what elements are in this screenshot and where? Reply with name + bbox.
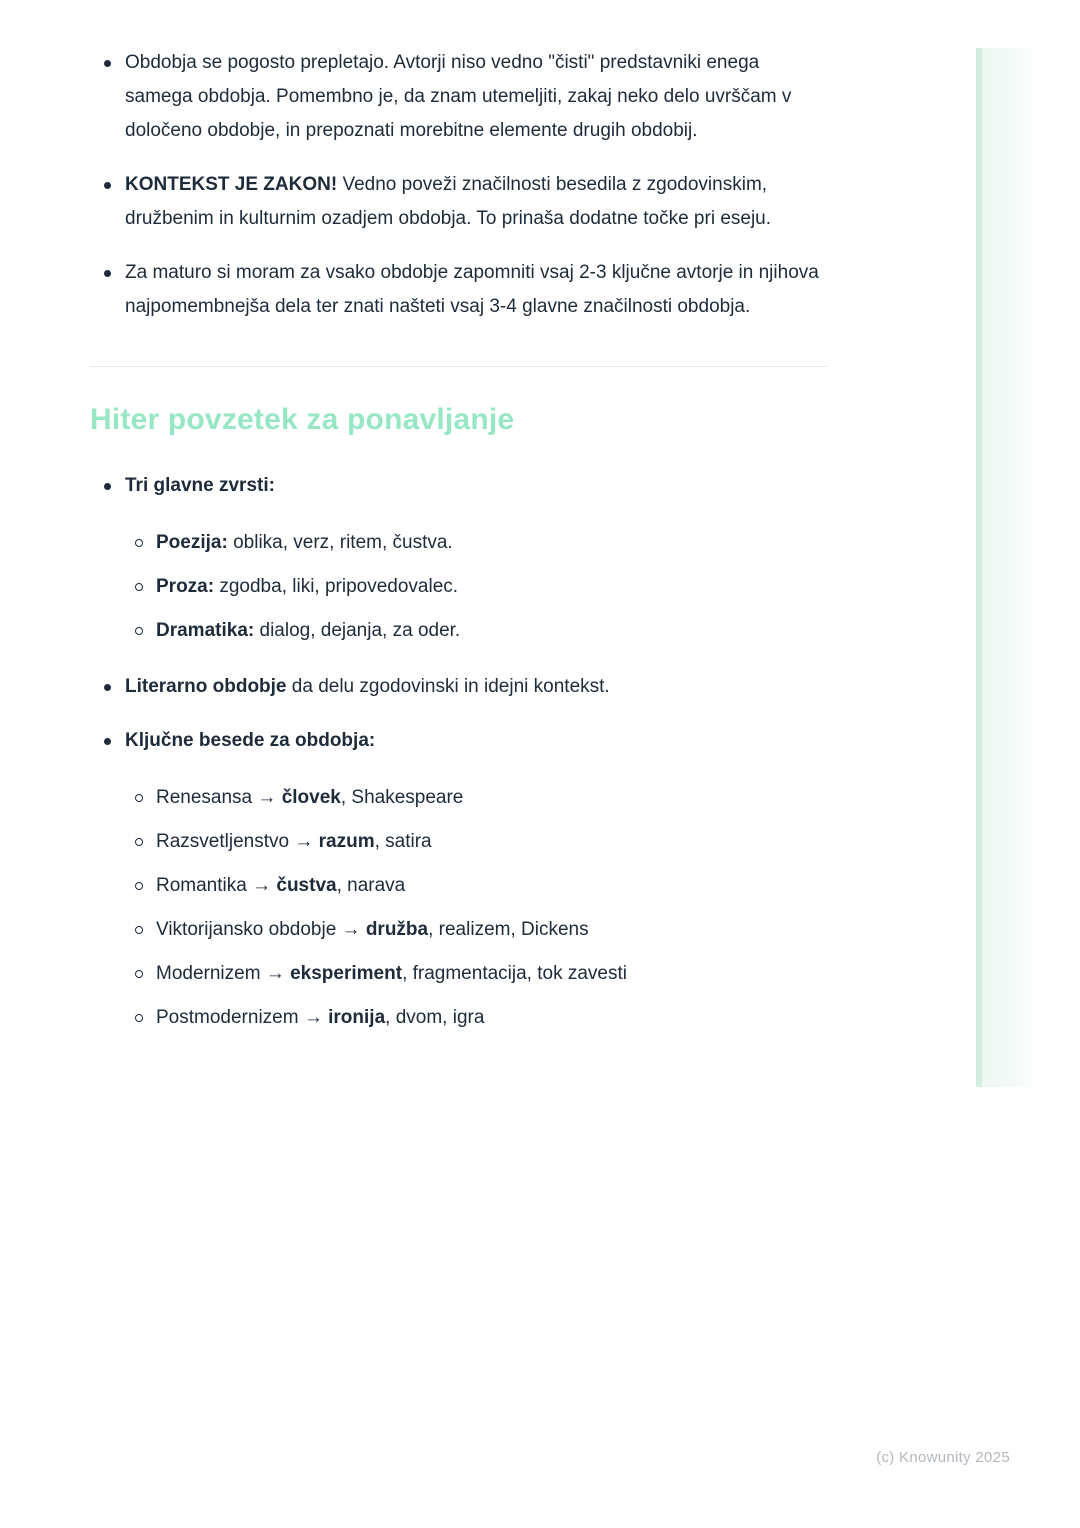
list-item-text: Dramatika: dialog, dejanja, za oder. — [156, 620, 461, 641]
list-item-text: KONTEKST JE ZAKON! Vedno poveži značilnosti besedila z zgodovinskim, družbenim in kulturnim ozadjem obdobja. To prinaša dodatne točke pri eseju. — [125, 174, 772, 229]
list-item-text: Razsvetljenstvo → razum, satira — [156, 831, 432, 852]
list-item — [90, 670, 828, 704]
list-item — [90, 614, 828, 648]
list-item — [90, 781, 828, 815]
list-item — [90, 46, 828, 148]
list-item-text: Poezija: oblika, verz, ritem, čustva. — [156, 532, 453, 553]
list-item-text: Za maturo si moram za vsako obdobje zapomniti vsaj 2-3 ključne avtorje in njihova najpomembnejša dela ter znati našteti vsaj 3-4 glavne značilnosti obdobja. — [125, 262, 819, 317]
section-heading: Hiter povzetek za ponavljanje — [90, 403, 515, 436]
sub-list — [90, 771, 828, 1035]
list-item-text: Obdobja se pogosto prepletajo. Avtorji niso vedno "čisti" predstavniki enega samega obdobja. Pomembno je, da znam utemeljiti, zakaj neko delo uvrščam v določeno obdobje, in prepoznati morebitne elemente drugih obdobij. — [125, 52, 792, 141]
document-content — [90, 46, 828, 1057]
bullet-icon — [104, 60, 111, 67]
list-item — [90, 526, 828, 560]
list-item — [90, 957, 828, 991]
list-item — [90, 256, 828, 324]
list-item — [90, 869, 828, 903]
list-item — [90, 913, 828, 947]
circle-bullet-icon — [135, 539, 143, 547]
copyright-footer: (c) Knowunity 2025 — [876, 1449, 1010, 1466]
bullet-icon — [104, 684, 111, 691]
summary-list — [90, 469, 828, 1035]
intro-list — [90, 46, 828, 324]
list-item — [90, 724, 828, 758]
circle-bullet-icon — [135, 627, 143, 635]
circle-bullet-icon — [135, 1014, 143, 1022]
bullet-icon — [104, 738, 111, 745]
section-divider — [90, 366, 828, 367]
list-item-text: Romantika → čustva, narava — [156, 875, 406, 896]
bullet-icon — [104, 182, 111, 189]
circle-bullet-icon — [135, 926, 143, 934]
list-item-text: Ključne besede za obdobja: — [125, 730, 376, 751]
list-item-text: Proza: zgodba, liki, pripovedovalec. — [156, 576, 459, 597]
list-item-text: Modernizem → eksperiment, fragmentacija, tok zavesti — [156, 963, 627, 984]
bullet-icon — [104, 270, 111, 277]
list-item — [90, 825, 828, 859]
circle-bullet-icon — [135, 794, 143, 802]
list-item-text: Tri glavne zvrsti: — [125, 475, 275, 496]
circle-bullet-icon — [135, 838, 143, 846]
list-item-text: Viktorijansko obdobje → družba, realizem, Dickens — [156, 919, 589, 940]
list-item-text: Renesansa → človek, Shakespeare — [156, 787, 464, 808]
list-item — [90, 469, 828, 503]
list-item-text: Postmodernizem → ironija, dvom, igra — [156, 1007, 485, 1028]
circle-bullet-icon — [135, 583, 143, 591]
list-item — [90, 1001, 828, 1035]
circle-bullet-icon — [135, 970, 143, 978]
list-item — [90, 570, 828, 604]
circle-bullet-icon — [135, 882, 143, 890]
list-item-text: Literarno obdobje da delu zgodovinski in idejni kontekst. — [125, 676, 610, 697]
side-accent-bar — [976, 48, 1032, 1087]
sub-list — [90, 516, 828, 648]
bullet-icon — [104, 483, 111, 490]
list-item — [90, 168, 828, 236]
